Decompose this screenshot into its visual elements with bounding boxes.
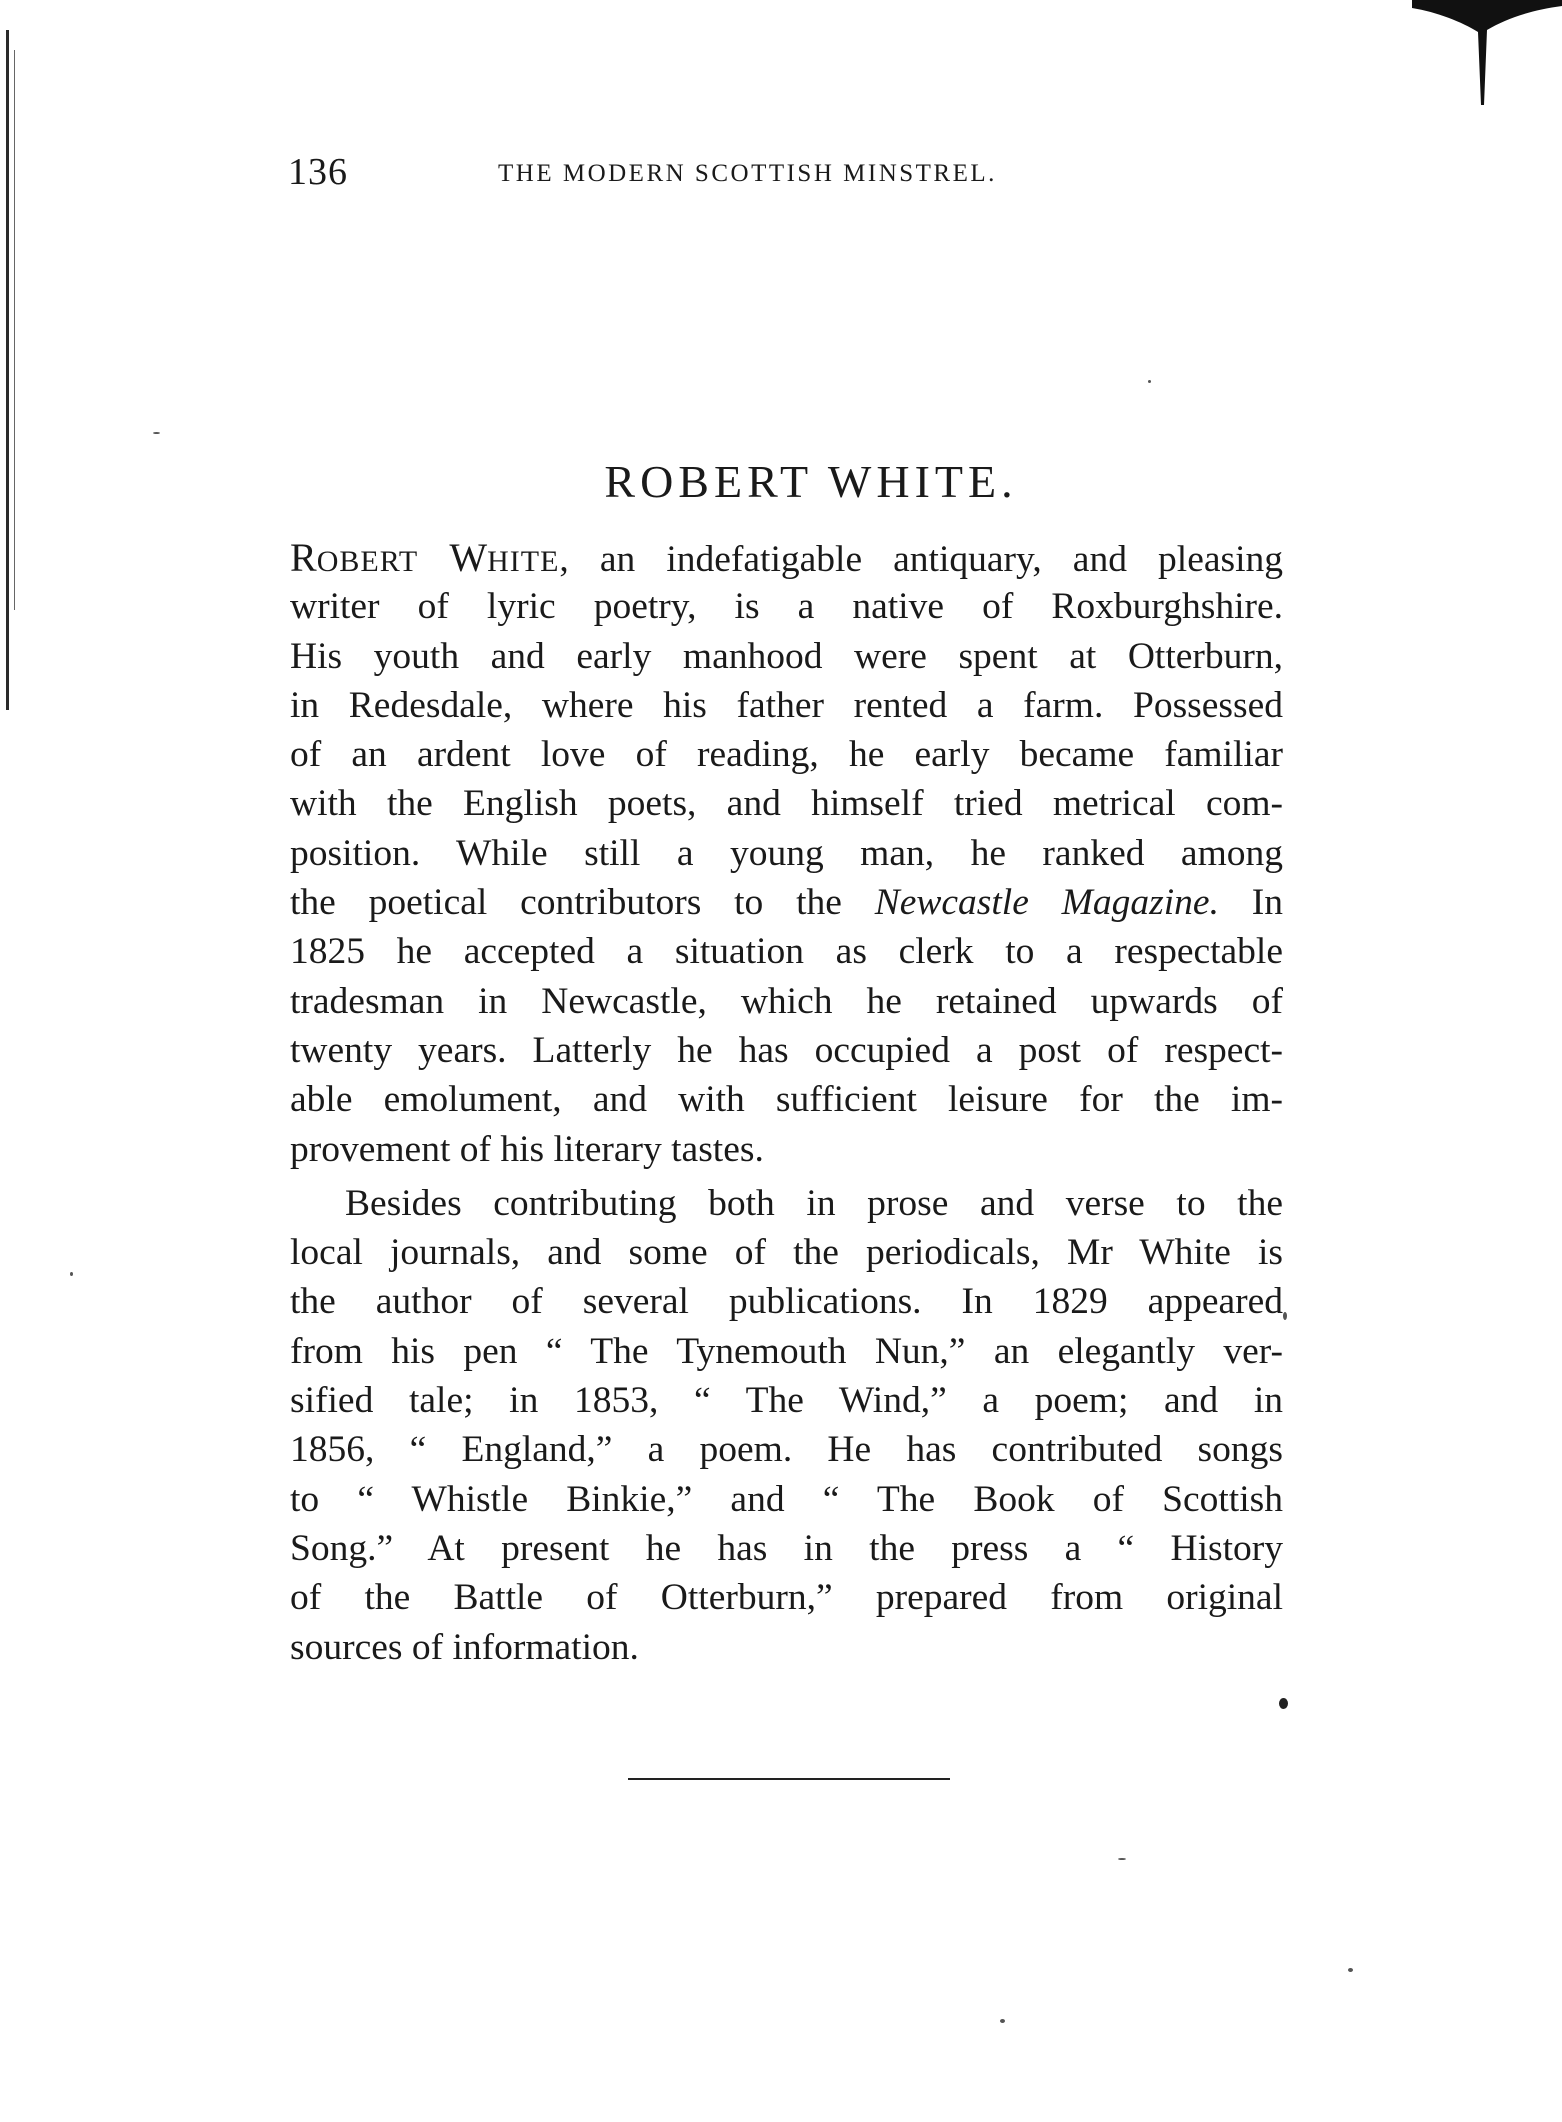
paragraph-line: position. While still a young man, he ranked among (290, 832, 1283, 874)
small-caps: HITE (487, 545, 560, 578)
line-text: , an indefatigable antiquary, and pleasing (559, 539, 1283, 580)
scan-speck (1283, 1312, 1287, 1320)
scan-edge-line (14, 50, 15, 610)
scan-speck (1118, 1858, 1126, 1860)
running-title: THE MODERN SCOTTISH MINSTREL. (498, 160, 997, 187)
section-end-rule (628, 1778, 950, 1780)
paragraph-line: able emolument, and with sufficient leisure for the im- (290, 1079, 1283, 1121)
page-number: 136 (288, 151, 348, 193)
scan-edge-shadow (6, 30, 9, 710)
paragraph-line (290, 533, 1283, 582)
scan-speck (1148, 380, 1151, 383)
paragraph-line: the author of several publications. In 1829 appeared (290, 1281, 1283, 1323)
paragraph-line: with the English poets, and himself tried metrical com- (290, 783, 1283, 825)
paragraph-line: Besides contributing both in prose and verse to the (345, 1182, 1283, 1224)
paragraph-line: in Redesdale, where his father rented a farm. Possessed (290, 684, 1283, 726)
paragraph-line: 1825 he accepted a situation as clerk to a respectable (290, 931, 1283, 973)
paragraph-line: twenty years. Latterly he has occupied a post of respect- (290, 1029, 1283, 1071)
paragraph-line: local journals, and some of the periodicals, Mr White is (290, 1232, 1283, 1274)
paragraph-line: writer of lyric poetry, is a native of Roxburghshire. (290, 586, 1283, 628)
running-head (288, 150, 1288, 200)
paragraph-line: provement of his literary tastes. (290, 1128, 764, 1170)
line-text: the poetical contributors to the (290, 882, 875, 924)
paragraph-line: His youth and early manhood were spent at Otterburn, (290, 635, 1283, 677)
paragraph-line: to “ Whistle Binkie,” and “ The Book of Scottish (290, 1478, 1283, 1520)
corner-mark (1412, 0, 1562, 110)
paragraph-line: of an ardent love of reading, he early became familiar (290, 734, 1283, 776)
paragraph-line (290, 878, 1283, 927)
paragraph-line: tradesman in Newcastle, which he retained upwards of (290, 980, 1283, 1022)
scan-speck (153, 432, 160, 434)
line-text: In (1218, 882, 1283, 924)
section-title: ROBERT WHITE. (604, 456, 1018, 507)
body-text (290, 533, 1283, 1672)
paragraph-line: 1856, “ England,” a poem. He has contributed songs (290, 1429, 1283, 1471)
scan-speck (1348, 1968, 1353, 1972)
drop-initial: W (449, 535, 488, 580)
scan-speck (1000, 2019, 1005, 2023)
paragraph-line: sources of information. (290, 1626, 639, 1668)
magazine-title: Newcastle Magazine. (874, 882, 1219, 924)
scan-speck (70, 1272, 73, 1276)
paragraph-line: Song.” At present he has in the press a “ History (290, 1527, 1283, 1569)
paragraph-line: sified tale; in 1853, “ The Wind,” a poem; and in (290, 1380, 1283, 1422)
paragraph-line: from his pen “ The Tynemouth Nun,” an elegantly ver- (290, 1330, 1283, 1372)
small-caps: OBERT (316, 545, 419, 578)
paragraph-line: of the Battle of Otterburn,” prepared from original (290, 1577, 1283, 1619)
scan-speck (1279, 1698, 1288, 1709)
drop-initial: R (290, 535, 317, 580)
